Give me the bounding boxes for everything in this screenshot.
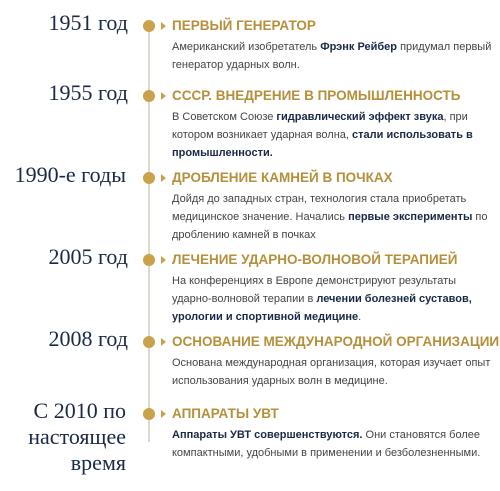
arrow-right-icon — [161, 22, 166, 30]
entry-heading: ДРОБЛЕНИЕ КАМНЕЙ В ПОЧКАХ — [172, 170, 393, 185]
entry-description — [172, 38, 492, 74]
entry-heading: СССР. ВНЕДРЕНИЕ В ПРОМЫШЛЕННОСТЬ — [172, 88, 461, 103]
entry-heading: ОСНОВАНИЕ МЕЖДУНАРОДНОЙ ОРГАНИЗАЦИИ — [172, 334, 500, 349]
entry-heading: ЛЕЧЕНИЕ УДАРНО-ВОЛНОВОЙ ТЕРАПИЕЙ — [172, 252, 458, 267]
entry-year: 1955 год — [48, 80, 128, 105]
entry-year: 1990-е годы — [14, 162, 126, 187]
entry-year: 2005 год — [48, 244, 128, 269]
description-text: , при котором возникает ударная волна, — [172, 111, 468, 141]
arrow-right-icon — [161, 256, 166, 264]
arrow-right-icon — [161, 338, 166, 346]
entry-heading: ПЕРВЫЙ ГЕНЕРАТОР — [172, 18, 316, 33]
entry-year: С 2010 по настоящее время — [28, 398, 126, 475]
description-text: придумал первый генератор ударных волн. — [172, 41, 492, 71]
arrow-right-icon — [161, 410, 166, 418]
highlighted-text: первые эксперименты — [348, 211, 473, 223]
description-text: В Советском Союзе — [172, 111, 277, 123]
description-text: Дойдя до западных стран, технология стала приобретать медицинское значение. Начались — [172, 193, 467, 223]
entry-heading: АППАРАТЫ УВТ — [172, 406, 279, 421]
timeline-dot — [143, 254, 155, 266]
timeline-dot — [143, 90, 155, 102]
highlighted-text: гидравлический эффект звука — [276, 111, 444, 123]
timeline-dot — [143, 20, 155, 32]
entry-description — [172, 272, 492, 326]
timeline-dot — [143, 172, 155, 184]
timeline-line — [148, 24, 150, 442]
highlighted-text: лечении болезней суставов, урологии и спортивной медицине — [172, 293, 472, 323]
entry-description — [172, 190, 492, 244]
entry-year: 1951 год — [48, 10, 128, 35]
highlighted-text: Аппараты УВТ совершенствуются. — [172, 429, 363, 441]
entry-description — [172, 108, 492, 162]
description-text: Они становятся более компактными, удобными в применении и безболезненными. — [172, 429, 481, 459]
description-text: Основана международная организация, которая изучает опыт использования ударных волн в медицине. — [172, 357, 491, 387]
arrow-right-icon — [161, 92, 166, 100]
highlighted-text: стали использовать в промышленности. — [172, 129, 473, 159]
description-text: Американский изобретатель — [172, 41, 321, 53]
description-text: по дроблению камней в почках — [172, 211, 488, 241]
description-text: . — [358, 311, 362, 323]
description-text: На конференциях в Европе демонстрируют результаты ударно-волновой терапии в — [172, 275, 457, 305]
entry-description — [172, 354, 492, 390]
timeline-dot — [143, 408, 155, 420]
entry-year: 2008 год — [48, 326, 128, 351]
timeline-dot — [143, 336, 155, 348]
entry-description — [172, 426, 492, 462]
highlighted-text: Фрэнк Рейбер — [320, 41, 398, 53]
arrow-right-icon — [161, 174, 166, 182]
